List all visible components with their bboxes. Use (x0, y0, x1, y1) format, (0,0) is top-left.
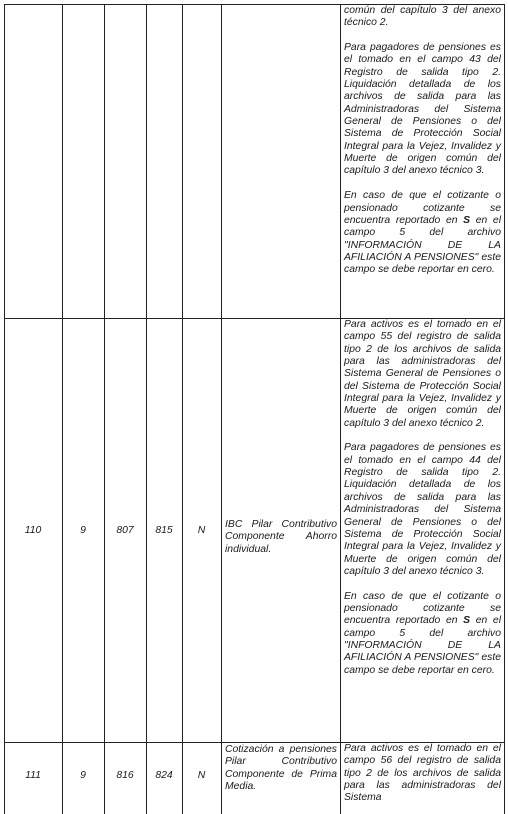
description-paragraph: Para activos es el tomado en el campo 55 del registro de salida tipo 2 de los archivos de salida para las administradoras del Sistema General de Pensiones o del Sistema de Protección Social Integral para la Vejez, Invalidez y Muerte de origen común del capítulo 3 del anexo técnico 2. (344, 319, 501, 429)
column-border (504, 4, 505, 814)
column-border (62, 4, 63, 814)
column-border (146, 4, 147, 814)
table-row-description (344, 5, 501, 277)
table-row-description (344, 743, 501, 805)
description-paragraph: Para pagadores de pensiones es el tomado en el campo 44 del Registro de salida tipo 2. Liquidación detallada de los archivos de salida para las Administradoras del Sistema General de Pensiones o del Sistema de Protección Social Integral para la Vejez, Invalidez y Muerte de origen común del capítulo 3 del anexo técnico 3. (344, 442, 501, 577)
description-paragraph: En caso de que el cotizante o pensionado cotizante se encuentra reportado en S en el campo 5 del archivo "INFORMACIÓN DE LA AFILIACIÓN A PENSIONES" este campo se debe reportar en cero. (344, 590, 501, 676)
field-description: Cotización a pensiones Pilar Contributivo Componente de Prima Media. (225, 744, 337, 793)
description-paragraph: Para activos es el tomado en el campo 56 del registro de salida tipo 2 de los archivos de salida para las administradoras del Sistema (344, 743, 501, 804)
column-border (104, 4, 105, 814)
field-start-position: 816 (116, 770, 134, 781)
column-border (4, 4, 5, 814)
field-description: IBC Pilar Contributivo Componente Ahorro individual. (225, 519, 337, 555)
field-type: N (197, 770, 206, 781)
field-length: 9 (80, 770, 86, 781)
field-number: 111 (25, 770, 41, 781)
description-paragraph: En caso de que el cotizante o pensionado cotizante se encuentra reportado en S en el campo 5 del archivo "INFORMACIÓN DE LA AFILIACIÓN A PENSIONES" este campo se debe reportar en cero. (344, 190, 501, 276)
field-start-position: 807 (116, 525, 134, 536)
field-end-position: 824 (155, 770, 173, 781)
column-border (221, 4, 222, 814)
field-number: 110 (24, 525, 42, 536)
table-row-description (344, 319, 501, 677)
field-type: N (197, 525, 206, 536)
column-border (340, 4, 341, 814)
description-paragraph: Para pagadores de pensiones es el tomado en el campo 43 del Registro de salida tipo 2. Liquidación detallada de los archivos de salida para las Administradoras del Sistema General de Pensiones o del Sistema de Protección Social Integral para la Vejez, Invalidez y Muerte de origen común del capítulo 3 del anexo técnico 3. (344, 42, 501, 177)
description-paragraph: común del capítulo 3 del anexo técnico 2. (344, 5, 501, 29)
column-border (182, 4, 183, 814)
field-end-position: 815 (155, 525, 173, 536)
field-length: 9 (80, 525, 86, 536)
